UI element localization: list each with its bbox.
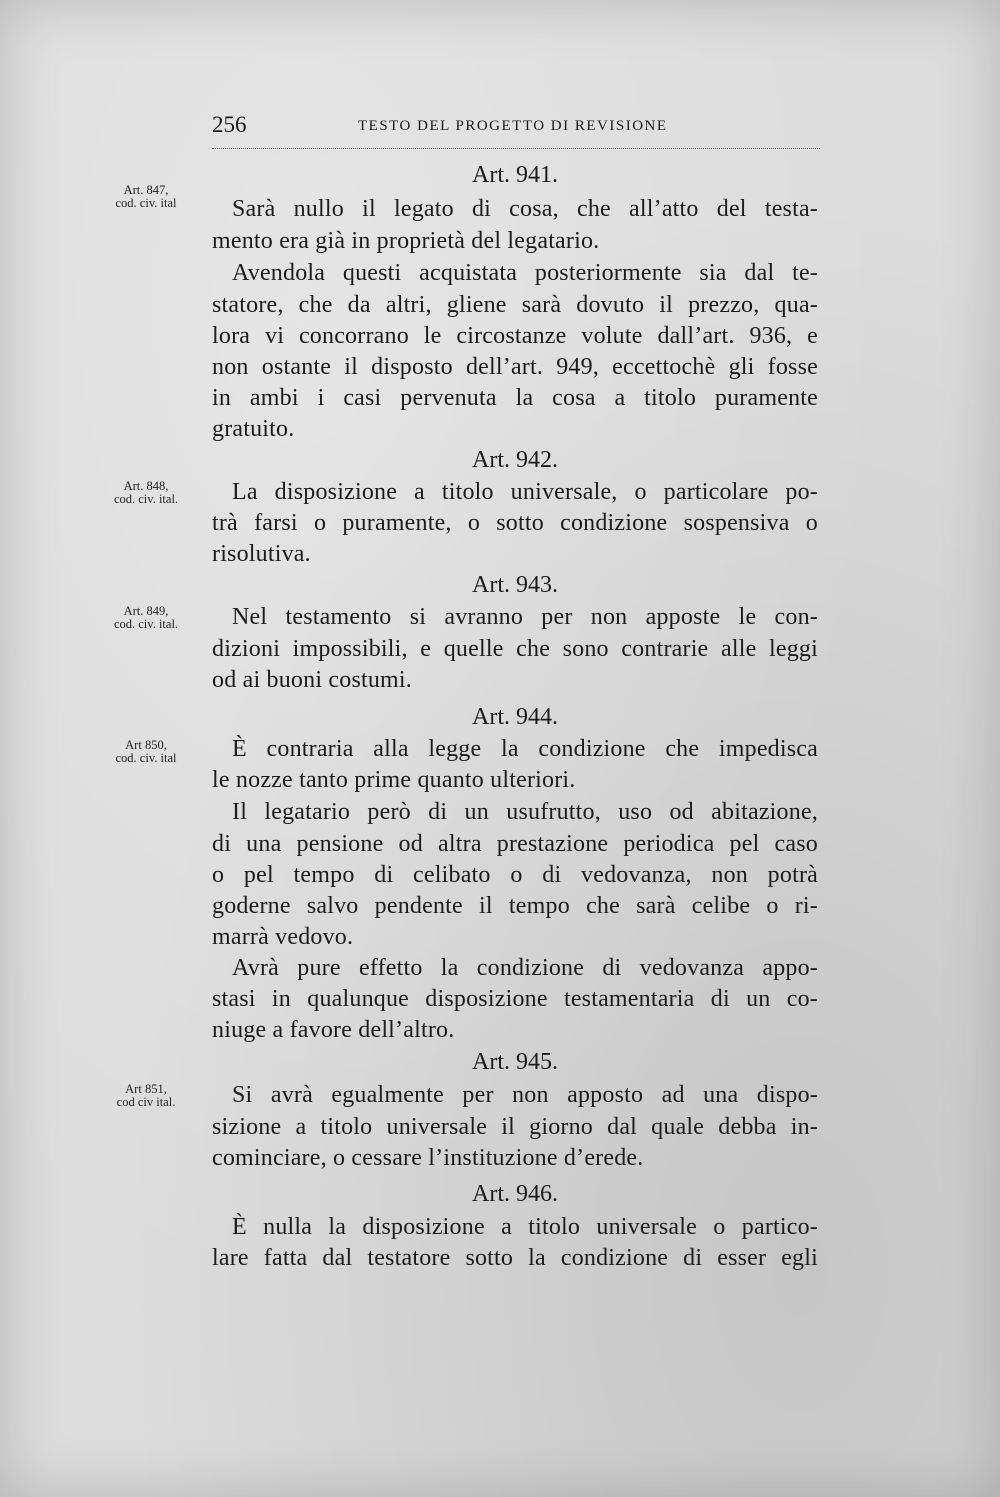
text-line: lora vi concorrano le circostanze volute dall’art. 936, e [212, 323, 818, 349]
text-line: od ai buoni costumi. [212, 667, 412, 693]
text-line: Avendola questi acquistata posteriormente sia dal te- [232, 260, 818, 286]
margin-note-art-943 [76, 605, 216, 631]
margin-note-line: Art. 847, [123, 183, 169, 197]
text-line: o pel tempo di celibato o di vedovanza, non potrà [212, 862, 818, 888]
text-line: Avrà pure effetto la condizione di vedovanza appo- [232, 955, 818, 981]
margin-note-line: cod. civ. ital [115, 196, 177, 210]
text-line: dizioni impossibili, e quelle che sono contrarie alle leggi [212, 636, 818, 662]
margin-note-line: Art 851, [125, 1082, 167, 1096]
text-line: stasi in qualunque disposizione testamentaria di un co- [212, 986, 818, 1012]
text-line: Si avrà egualmente per non apposto ad una dispo- [232, 1082, 818, 1108]
margin-note-line: cod. civ. ital. [113, 617, 179, 631]
text-line: È nulla la disposizione a titolo universale o partico- [232, 1214, 818, 1240]
margin-note-line: cod. civ. ital. [113, 492, 179, 506]
text-line: È contraria alla legge la condizione che impedisca [232, 736, 818, 762]
text-line: gratuito. [212, 416, 295, 442]
text-line: Il legatario però di un usufrutto, uso od abitazione, [232, 799, 818, 825]
text-line: marrà vedovo. [212, 924, 354, 950]
text-line: goderne salvo pendente il tempo che sarà celibe o ri- [212, 893, 818, 919]
article-heading: Art. 946. [472, 1181, 558, 1207]
text-line: le nozze tanto prime quanto ulteriori. [212, 767, 576, 793]
margin-note-line: Art. 849, [123, 604, 169, 618]
page-number: 256 [212, 112, 247, 137]
text-line: La disposizione a titolo universale, o particolare po- [232, 479, 818, 505]
text-line: di una pensione od altra prestazione periodica pel caso [212, 831, 818, 857]
text-line: cominciare, o cessare l’instituzione d’erede. [212, 1145, 644, 1171]
text-line: mento era già in proprietà del legatario. [212, 228, 600, 254]
margin-note-art-944 [76, 739, 216, 765]
page-header [212, 112, 820, 149]
margin-note-art-945 [76, 1083, 216, 1109]
margin-note-art-942 [76, 480, 216, 506]
article-heading: Art. 943. [472, 572, 558, 598]
text-line: statore, che da altri, gliene sarà dovuto il prezzo, qua- [212, 292, 818, 318]
text-line: risolutiva. [212, 541, 311, 567]
text-line: lare fatta dal testatore sotto la condizione di esser egli [212, 1245, 818, 1271]
margin-note-line: Art. 848, [123, 479, 169, 493]
article-heading: Art. 944. [472, 704, 558, 730]
margin-note-line: cod. civ. ital [115, 751, 177, 765]
text-line: trà farsi o puramente, o sotto condizione sospensiva o [212, 510, 818, 536]
margin-note-line: Art 850, [125, 738, 167, 752]
text-line: Nel testamento si avranno per non apposte le con- [232, 604, 818, 630]
text-line: in ambi i casi pervenuta la cosa a titolo puramente [212, 385, 818, 411]
text-line: niuge a favore dell’altro. [212, 1017, 455, 1043]
margin-note-line: cod civ ital. [116, 1095, 176, 1109]
text-line: non ostante il disposto dell’art. 949, eccettochè gli fosse [212, 354, 818, 380]
article-heading: Art. 945. [472, 1049, 558, 1075]
article-heading: Art. 941. [472, 162, 558, 188]
text-line: sizione a titolo universale il giorno dal quale debba in- [212, 1114, 818, 1140]
article-heading: Art. 942. [472, 447, 558, 473]
text-line: Sarà nullo il legato di cosa, che all’atto del testa- [232, 196, 818, 222]
running-title: TESTO DEL PROGETTO DI REVISIONE [358, 118, 668, 134]
